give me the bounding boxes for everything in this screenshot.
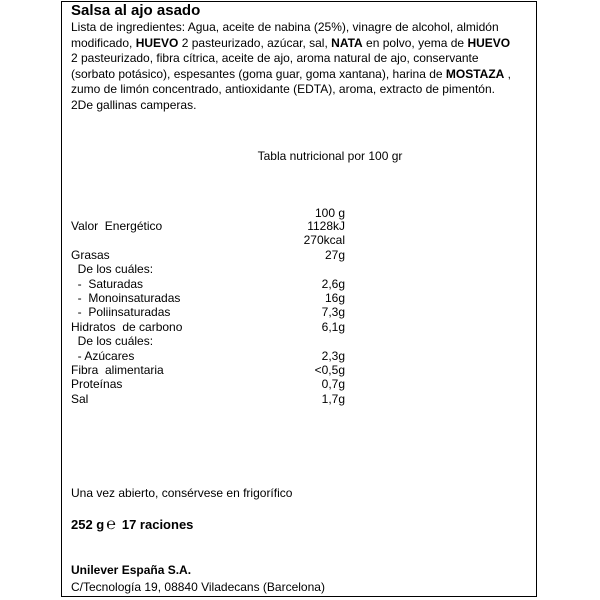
nutrition-row-value: 16g [324, 291, 345, 305]
nutrition-row-value: 6,1g [321, 320, 345, 334]
nutrition-row-value: 2,6g [321, 277, 345, 291]
nutrition-row-label: - Saturadas [71, 277, 144, 291]
nutrition-row-label: De los cuáles: [71, 334, 154, 348]
nutrition-table-heading: Tabla nutricional por 100 gr [257, 149, 403, 163]
ingredients-line [71, 36, 533, 52]
company-address: C/Tecnología 19, 08840 Viladecans (Barcelona) [71, 580, 325, 594]
estimated-sign-icon: ℮ [106, 516, 116, 533]
ingredients-line [71, 82, 533, 98]
net-weight: 252 g [71, 517, 105, 532]
storage-note: Una vez abierto, consérvese en frigorífico [71, 486, 293, 500]
nutrition-row-value: 27g [324, 248, 345, 262]
allergen-text: NATA [331, 35, 363, 50]
ingredients-line [71, 51, 533, 67]
ingredient-text: (sorbato potásico), espesantes (goma guar, goma xantana), harina de [71, 66, 446, 81]
product-title: Salsa al ajo asado [71, 2, 201, 19]
nutrition-row-value: <0,5g [314, 363, 345, 377]
nutrition-row-label: Sal [71, 392, 89, 406]
nutrition-row-label: Proteínas [71, 377, 123, 391]
nutrition-row-value: 2,3g [321, 349, 345, 363]
allergen-text: MOSTAZA [445, 66, 505, 81]
ingredient-text: Lista de ingredientes: Agua, aceite de nabina (25%), vinagre de alcohol, almidón [71, 20, 499, 34]
nutrition-row-label: - Azúcares [71, 349, 135, 363]
ingredient-text: en polvo, yema de [362, 35, 468, 50]
nutrition-row-value: 1128kJ [307, 219, 345, 233]
ingredients-list [71, 20, 533, 113]
ingredients-line [71, 98, 533, 114]
nutrition-column-header: 100 g [314, 206, 345, 220]
nutrition-row-label: Hidratos de carbono [71, 320, 183, 334]
servings: 17 raciones [121, 517, 194, 532]
nutrition-row-value: 7,3g [321, 305, 345, 319]
nutrition-row-label: - Poliinsaturadas [71, 305, 171, 319]
nutrition-row-value: 1,7g [321, 392, 345, 406]
allergen-text: HUEVO [135, 35, 179, 50]
nutrition-row-label: Grasas [71, 248, 110, 262]
nutrition-row-label: De los cuáles: [71, 262, 154, 276]
ingredient-text: 2 pasteurizado, fibra cítrica, aceite de ajo, aroma natural de ajo, conservante [71, 51, 479, 65]
nutrition-row-label: Fibra alimentaria [71, 363, 164, 377]
allergen-text: HUEVO [467, 35, 511, 50]
nutrition-row-value: 0,7g [321, 377, 345, 391]
ingredient-text: , [504, 66, 511, 81]
company-name: Unilever España S.A. [71, 563, 192, 577]
nutrition-row-value: 270kcal [303, 233, 345, 247]
nutrition-row-label: - Monoinsaturadas [71, 291, 181, 305]
nutrition-row-label: Valor Energético [71, 219, 163, 233]
ingredients-line [71, 67, 533, 83]
ingredient-text: zumo de limón concentrado, antioxidante (EDTA), aroma, extracto de pimentón. [71, 82, 495, 96]
ingredient-text: 2De gallinas camperas. [71, 97, 197, 112]
net-weight-line [71, 516, 193, 534]
ingredient-text: 2 pasteurizado, azúcar, sal, [178, 35, 332, 50]
ingredients-line [71, 20, 533, 36]
ingredient-text: modificado, [71, 35, 136, 50]
